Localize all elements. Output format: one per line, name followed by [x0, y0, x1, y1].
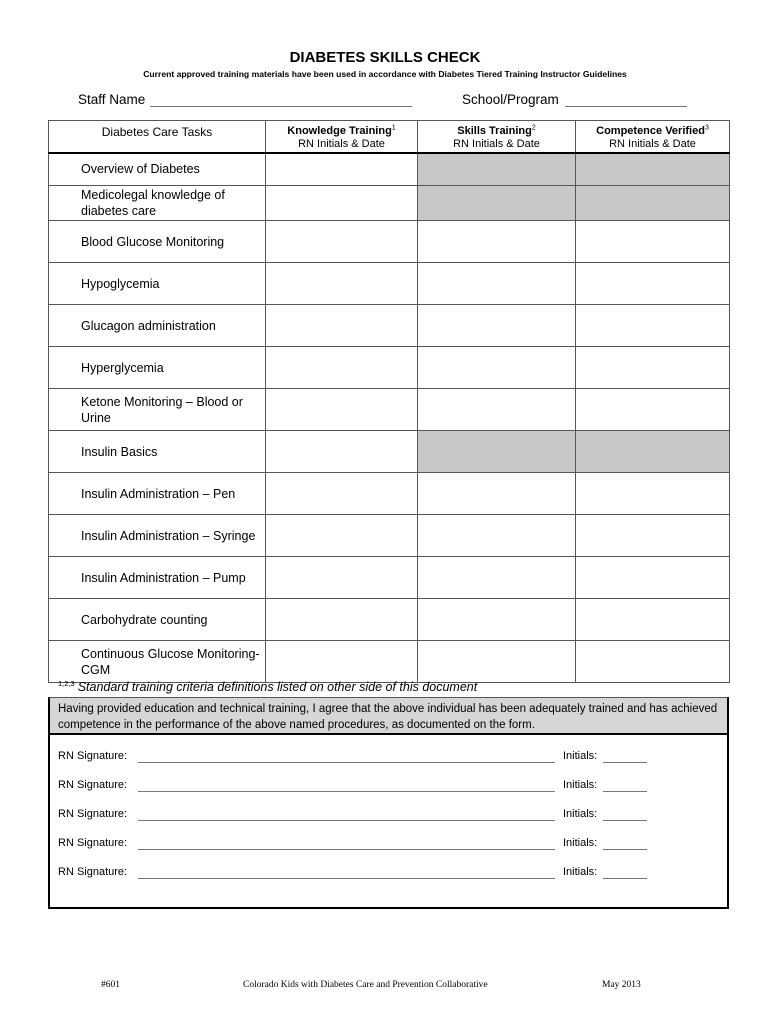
- page-title: DIABETES SKILLS CHECK: [289, 49, 481, 66]
- competence-cell-shaded: [576, 186, 730, 221]
- initials-input[interactable]: [603, 762, 647, 763]
- school-program-label: School/Program: [462, 92, 559, 107]
- table-row: [49, 515, 730, 557]
- skills-cell[interactable]: [418, 305, 576, 347]
- skills-cell[interactable]: [418, 473, 576, 515]
- competence-cell[interactable]: [576, 263, 730, 305]
- skills-cell[interactable]: [418, 599, 576, 641]
- signature-row: [58, 806, 658, 822]
- rn-signature-input[interactable]: [138, 791, 555, 792]
- task-cell: Hypoglycemia: [49, 263, 266, 305]
- col-header-competence: Competence Verified$^3$ RN Initials & Date: [576, 121, 730, 153]
- knowledge-cell[interactable]: [266, 153, 418, 186]
- knowledge-cell[interactable]: [266, 221, 418, 263]
- skills-cell[interactable]: [418, 389, 576, 431]
- initials-input[interactable]: [603, 849, 647, 850]
- table-row: [49, 389, 730, 431]
- initials-label: Initials:: [563, 779, 598, 791]
- table-row: [49, 263, 730, 305]
- signature-row: [58, 835, 658, 851]
- task-cell: Overview of Diabetes: [49, 153, 266, 186]
- skills-table: [48, 120, 730, 683]
- competence-cell[interactable]: [576, 389, 730, 431]
- knowledge-cell[interactable]: [266, 431, 418, 473]
- footnote-text: Standard training criteria definitions listed on other side of this document: [77, 680, 478, 694]
- school-program-input[interactable]: [565, 93, 687, 107]
- footnote-marker: 1,2,3: [58, 678, 75, 688]
- competence-cell[interactable]: [576, 641, 730, 683]
- initials-label: Initials:: [563, 808, 598, 820]
- footnote: [58, 680, 477, 694]
- knowledge-cell[interactable]: [266, 599, 418, 641]
- staff-name-input[interactable]: [150, 93, 412, 107]
- knowledge-cell[interactable]: [266, 557, 418, 599]
- rn-signature-input[interactable]: [138, 762, 555, 763]
- knowledge-cell[interactable]: [266, 263, 418, 305]
- knowledge-cell[interactable]: [266, 186, 418, 221]
- table-row: [49, 305, 730, 347]
- rn-signature-label: RN Signature:: [58, 808, 128, 820]
- rn-signature-label: RN Signature:: [58, 779, 128, 791]
- initials-label: Initials:: [563, 866, 598, 878]
- competence-cell[interactable]: [576, 221, 730, 263]
- agreement-statement: Having provided education and technical training, I agree that the above individual has been adequately trained and has achieved competence in the performance of the above named procedures, as documented on the form.: [50, 698, 727, 735]
- rn-signature-label: RN Signature:: [58, 866, 128, 878]
- rn-signature-input[interactable]: [138, 820, 555, 821]
- skills-cell[interactable]: [418, 347, 576, 389]
- task-cell: Blood Glucose Monitoring: [49, 221, 266, 263]
- footer-organization: Colorado Kids with Diabetes Care and Prevention Collaborative: [243, 980, 488, 990]
- initials-input[interactable]: [603, 878, 647, 879]
- competence-cell-shaded: [576, 153, 730, 186]
- competence-cell[interactable]: [576, 473, 730, 515]
- rn-signature-input[interactable]: [138, 849, 555, 850]
- table-row: [49, 347, 730, 389]
- competence-cell-shaded: [576, 431, 730, 473]
- knowledge-cell[interactable]: [266, 347, 418, 389]
- task-cell: Insulin Administration – Pump: [49, 557, 266, 599]
- task-cell: Insulin Administration – Syringe: [49, 515, 266, 557]
- school-program-field: [462, 92, 687, 107]
- task-cell: Continuous Glucose Monitoring-CGM: [49, 641, 266, 683]
- table-row: [49, 221, 730, 263]
- rn-signature-input[interactable]: [138, 878, 555, 879]
- task-cell: Carbohydrate counting: [49, 599, 266, 641]
- rn-signature-label: RN Signature:: [58, 750, 128, 762]
- knowledge-cell[interactable]: [266, 473, 418, 515]
- table-row: [49, 186, 730, 221]
- table-row: [49, 431, 730, 473]
- competence-cell[interactable]: [576, 599, 730, 641]
- task-cell: Insulin Administration – Pen: [49, 473, 266, 515]
- table-row: [49, 641, 730, 683]
- skills-cell-shaded: [418, 186, 576, 221]
- footer-date: May 2013: [602, 980, 641, 990]
- initials-label: Initials:: [563, 750, 598, 762]
- task-cell: Ketone Monitoring – Blood or Urine: [49, 389, 266, 431]
- knowledge-cell[interactable]: [266, 641, 418, 683]
- skills-cell[interactable]: [418, 263, 576, 305]
- task-cell: Insulin Basics: [49, 431, 266, 473]
- col-header-knowledge: Knowledge Training$^1$ RN Initials & Date: [266, 121, 418, 153]
- initials-label: Initials:: [563, 837, 598, 849]
- signature-row: [58, 748, 658, 764]
- skills-cell-shaded: [418, 153, 576, 186]
- task-cell: Hyperglycemia: [49, 347, 266, 389]
- competence-cell[interactable]: [576, 347, 730, 389]
- skills-cell-shaded: [418, 431, 576, 473]
- skills-cell[interactable]: [418, 515, 576, 557]
- knowledge-cell[interactable]: [266, 305, 418, 347]
- initials-input[interactable]: [603, 791, 647, 792]
- table-row: [49, 153, 730, 186]
- skills-cell[interactable]: [418, 557, 576, 599]
- competence-cell[interactable]: [576, 515, 730, 557]
- signature-row: [58, 777, 658, 793]
- knowledge-cell[interactable]: [266, 389, 418, 431]
- rn-signature-label: RN Signature:: [58, 837, 128, 849]
- signature-row: [58, 864, 658, 880]
- initials-input[interactable]: [603, 820, 647, 821]
- table-row: [49, 599, 730, 641]
- skills-cell[interactable]: [418, 641, 576, 683]
- col-header-task: Diabetes Care Tasks: [49, 121, 266, 153]
- competence-cell[interactable]: [576, 305, 730, 347]
- task-cell: Medicolegal knowledge of diabetes care: [49, 186, 266, 221]
- task-cell: Glucagon administration: [49, 305, 266, 347]
- staff-name-field: [78, 92, 412, 107]
- staff-name-label: Staff Name: [78, 92, 146, 107]
- footer-form-number: #601: [101, 980, 120, 990]
- table-row: [49, 557, 730, 599]
- page-subtitle: Current approved training materials have been used in accordance with Diabetes Tiered Training Instructor Guidelines: [143, 69, 627, 79]
- col-header-skills: Skills Training$^2$ RN Initials & Date: [418, 121, 576, 153]
- table-row: [49, 473, 730, 515]
- skills-cell[interactable]: [418, 221, 576, 263]
- knowledge-cell[interactable]: [266, 515, 418, 557]
- competence-cell[interactable]: [576, 557, 730, 599]
